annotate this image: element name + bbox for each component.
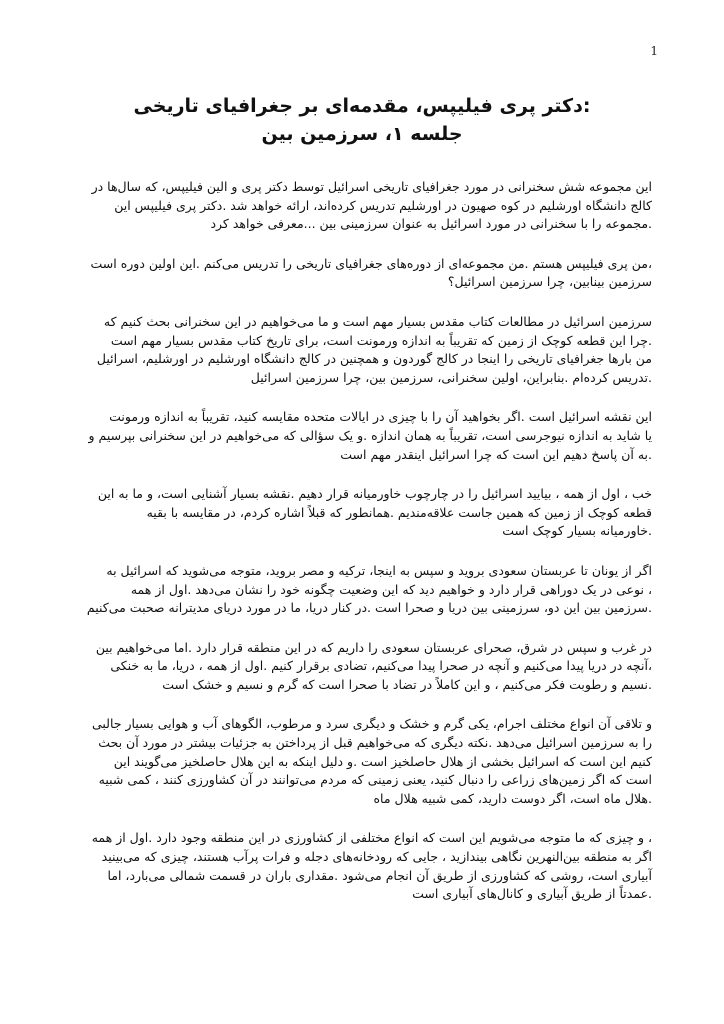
paragraph-line: آبیاری است، روشی که کشاورزی از طریق آن انجام می‌شود .مقداری باران در قسمت شمالی می‌بارد، اما — [107, 867, 652, 883]
paragraph-line: است که اگر زمین‌های زراعی را دنبال کنید، یعنی زمینی که مردم می‌توانند در آن کشاورزی کنند ، کمی شبیه — [98, 772, 652, 788]
paragraph-line: اگر از یونان تا عربستان سعودی بروید و سپس به اینجا، ترکیه و مصر بروید، متوجه می‌شوید که اسرائیل به — [106, 562, 652, 578]
paragraph-line: من بارها جغرافیای تاریخی را اینجا در کالج گوردون و همچنین در کالج دانشگاه اورشلیم در اورشلیم، اسرائیل — [96, 351, 652, 367]
paragraph-line: کالج دانشگاه اورشلیم در کوه صهیون در اورشلیم تدریس کرده‌اند، ارائه خواهد شد .دکتر پری فیلیپس این — [114, 197, 652, 213]
paragraph-line: این مجموعه شش سخنرانی در مورد جغرافیای تاریخی اسرائیل توسط دکتر پری و الین فیلیپس، که سال‌ها در — [91, 179, 652, 194]
paragraph-line: .عمدتاً از طریق آبیاری و کانال‌های آبیاری است — [412, 886, 652, 902]
paragraph — [86, 408, 652, 464]
paragraph-line: .نسیم و رطوبت فکر می‌کنیم ، و این کاملاً در تضاد با صحرا است که گرم و نسیم و خشک است — [162, 676, 652, 692]
paragraph-line: را به سرزمین اسرائیل می‌دهد .نکته دیگری که می‌خواهیم قبل از پرداختن به جزئیات بیشتر در مورد آن بحث — [98, 735, 652, 751]
paragraph — [86, 829, 652, 903]
page-number: 1 — [650, 44, 658, 58]
paragraph — [86, 639, 652, 695]
title-line-1: :دکتر پری فیلیپس، مقدمه‌ای بر جغرافیای تاریخی — [133, 95, 591, 117]
paragraph-line: یا شاید به اندازه نیوجرسی است، تقریباً به همان اندازه .و یک سؤالی که می‌خواهیم در این سخنرانی بپرسیم و — [88, 427, 652, 443]
paragraph-line: .سرزمین بین این دو، سرزمینی بین دریا و صحرا است .در کنار دریا، ما در مورد دریای مدیترانه صحبت می‌کنیم — [86, 600, 652, 616]
paragraph — [86, 562, 652, 618]
paragraph-line: خب ، اول از همه ، بیایید اسرائیل را در چارچوب خاورمیانه قرار دهیم .نقشه بسیار آشنایی است، و ما به این — [97, 486, 652, 502]
paragraph-line: .به آن پاسخ دهیم این است که چرا اسرائیل اینقدر مهم است — [340, 446, 652, 462]
paragraph-line: و تلاقی آن انواع مختلف اجرام، یکی گرم و خشک و دیگری سرد و مرطوب، الگوهای آب و هوایی بسیار جالبی — [91, 716, 652, 732]
paragraph — [86, 255, 652, 292]
paragraph — [86, 485, 652, 541]
title-block — [70, 92, 654, 148]
paragraph-line: ،من پری فیلیپس هستم .من مجموعه‌ای از دوره‌های جغرافیای تاریخی را تدریس می‌کنم .این اولین دوره است — [90, 255, 652, 271]
paragraph-line: ،آنچه در دریا پیدا می‌کنیم و آنچه در صحرا پیدا می‌کنیم، تضادی برقرار کنیم .اول از همه ، دریا، ما به خنکی — [110, 658, 652, 674]
paragraph-line: .چرا این قطعه کوچک از زمین که تقریباً به اندازه ورمونت است، برای تاریخ کتاب مقدس بسیار مهم است — [110, 332, 652, 348]
paragraph-line: این نقشه اسرائیل است .اگر بخواهید آن را با چیزی در ایالات متحده مقایسه کنید، تقریباً به اندازه ورمونت — [109, 409, 652, 425]
document-body — [86, 178, 652, 925]
paragraph — [86, 715, 652, 808]
paragraph-line: در غرب و سپس در شرق، صحرای عربستان سعودی را داریم که در این منطقه قرار دارد .اما می‌خواهیم بین — [95, 639, 652, 655]
paragraph — [86, 178, 652, 234]
paragraph-line: سرزمین اسرائیل در مطالعات کتاب مقدس بسیار مهم است و ما می‌خواهیم در این سخنرانی بحث کنیم که — [103, 313, 652, 329]
paragraph-line: ، و چیزی که ما متوجه می‌شویم این است که انواع مختلفی از کشاورزی در این منطقه وجود دارد .اول از همه — [91, 830, 652, 846]
paragraph-line: سرزمین بینابین، چرا سرزمین اسرائیل؟ — [447, 274, 652, 290]
paragraph-line: ، نوعی در یک دوراهی قرار دارد و خواهیم دید که این وضعیت چگونه خود را نشان می‌دهد .اول از همه — [130, 581, 652, 597]
paragraph-line: کنیم این است که اسرائیل بخشی از هلال حاصلخیز است .و دلیل اینکه به این هلال حاصلخیز می‌گویند این — [113, 753, 652, 769]
paragraph — [86, 313, 652, 387]
paragraph-line: اگر به منطقه بین‌النهرین نگاهی بیندازید ، جایی که رودخانه‌های دجله و فرات پرآب هستند، چیزی که می‌بینید — [101, 849, 652, 865]
paragraph-line: .مجموعه را با سخنرانی در مورد اسرائیل به عنوان سرزمینی بین ...معرفی خواهد کرد — [210, 216, 652, 232]
paragraph-line: قطعه کوچک از زمین که همین جاست علاقه‌مندیم .همانطور که قبلاً اشاره کردم، در مقایسه با بقیه — [146, 504, 652, 520]
paragraph-line: .تدریس کرده‌ام .بنابراین، اولین سخنرانی، سرزمین بین، چرا سرزمین اسرائیل — [250, 369, 652, 385]
paragraph-line: .هلال ماه است، اگر دوست دارید، کمی شبیه هلال ماه — [373, 790, 652, 806]
title-line-2: جلسه ۱، سرزمین بین — [261, 123, 463, 145]
paragraph-line: .خاورمیانه بسیار کوچک است — [502, 523, 652, 539]
